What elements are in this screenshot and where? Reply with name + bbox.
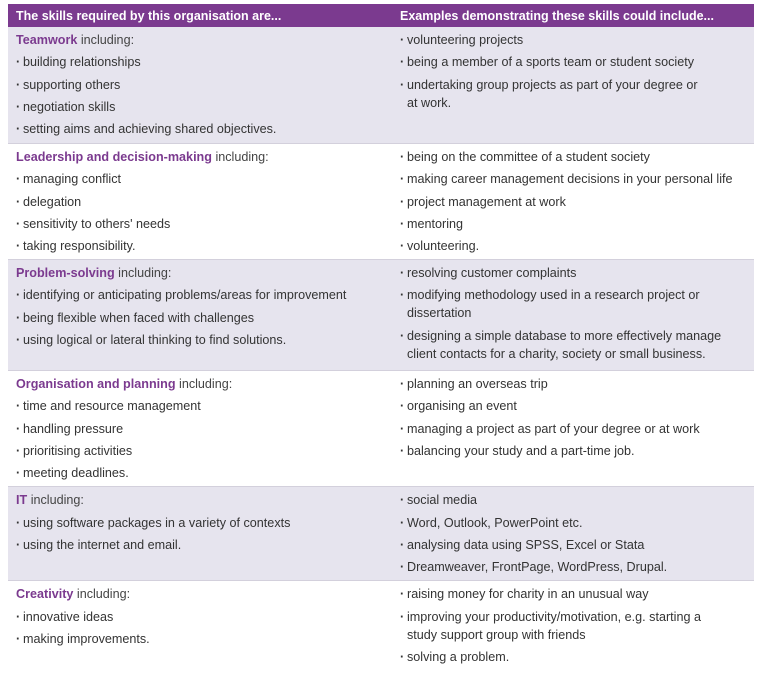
example-item: · volunteering. — [400, 237, 754, 255]
header-examples: Examples demonstrating these skills could include... — [390, 4, 754, 27]
examples-cell — [390, 27, 754, 144]
example-item: · analysing data using SPSS, Excel or Stata — [400, 536, 754, 554]
example-item: · balancing your study and a part-time job. — [400, 442, 754, 460]
example-item: · raising money for charity in an unusual way — [400, 585, 754, 603]
skill-item: · delegation — [16, 193, 390, 211]
example-item-continuation: dissertation — [407, 306, 472, 321]
example-item: · being on the committee of a student society — [400, 148, 754, 166]
example-item-continuation: at work. — [407, 95, 452, 110]
examples-cell — [390, 371, 754, 487]
example-item: · making career management decisions in your personal life — [400, 170, 754, 188]
skills-cell — [8, 487, 390, 581]
examples-cell — [390, 260, 754, 371]
table-row-creativity — [8, 581, 754, 676]
skill-name: Creativity — [16, 587, 74, 602]
skill-item: · using software packages in a variety of contexts — [16, 514, 390, 532]
skill-suffix: including: — [175, 377, 233, 392]
example-item: · modifying methodology used in a research project or — [400, 286, 754, 304]
skill-item: · innovative ideas — [16, 608, 390, 626]
skill-item: · taking responsibility. — [16, 237, 390, 255]
examples-cell — [390, 487, 754, 581]
skills-cell — [8, 260, 390, 371]
skill-name: Problem-solving — [16, 266, 115, 281]
skill-name: IT — [16, 493, 28, 508]
skill-item: · being flexible when faced with challenges — [16, 309, 390, 327]
examples-cell — [390, 581, 754, 676]
skill-item: · handling pressure — [16, 420, 390, 438]
skill-item: · setting aims and achieving shared objectives. — [16, 120, 390, 138]
example-item: · designing a simple database to more effectively manage — [400, 327, 754, 345]
example-item: · project management at work — [400, 193, 754, 211]
table-header-row — [8, 4, 754, 27]
example-item-continuation: client contacts for a charity, society or small business. — [407, 346, 706, 361]
skills-cell — [8, 371, 390, 487]
skill-heading — [16, 585, 390, 603]
skill-suffix: including: — [27, 493, 84, 508]
example-item: · undertaking group projects as part of your degree or — [400, 76, 754, 94]
skill-item: · meeting deadlines. — [16, 464, 390, 482]
skill-heading — [16, 264, 390, 282]
example-item: · being a member of a sports team or student society — [400, 53, 754, 71]
example-item: · social media — [400, 491, 754, 509]
example-item: · Dreamweaver, FrontPage, WordPress, Drupal. — [400, 558, 754, 576]
skill-item: · time and resource management — [16, 397, 390, 415]
skills-table — [8, 4, 754, 676]
skill-item: · using the internet and email. — [16, 536, 390, 554]
skill-heading — [16, 375, 390, 393]
table-row-it — [8, 487, 754, 581]
skill-item: · prioritising activities — [16, 442, 390, 460]
skill-name: Leadership and decision-making — [16, 150, 212, 164]
skills-cell — [8, 581, 390, 676]
skill-item: · managing conflict — [16, 170, 390, 188]
example-item: · mentoring — [400, 215, 754, 233]
example-item: · solving a problem. — [400, 648, 754, 666]
example-item: · improving your productivity/motivation, e.g. starting a — [400, 608, 754, 626]
skill-item: · using logical or lateral thinking to find solutions. — [16, 331, 390, 349]
skill-heading — [16, 148, 390, 166]
skill-item: · identifying or anticipating problems/areas for improvement — [16, 286, 390, 304]
skill-heading — [16, 31, 390, 49]
skill-heading — [16, 491, 390, 509]
example-item: · Word, Outlook, PowerPoint etc. — [400, 514, 754, 532]
skills-cell — [8, 144, 390, 260]
skill-suffix: including: — [77, 33, 135, 47]
table-row-leadership — [8, 144, 754, 260]
skill-name: Organisation and planning — [16, 377, 176, 392]
table-row-teamwork — [8, 27, 754, 144]
skill-item: · building relationships — [16, 53, 390, 71]
table-row-organisation — [8, 371, 754, 487]
example-item: · volunteering projects — [400, 31, 754, 49]
example-item: · planning an overseas trip — [400, 375, 754, 393]
table-row-problem-solving — [8, 260, 754, 371]
skill-item: · negotiation skills — [16, 98, 390, 116]
examples-cell — [390, 144, 754, 260]
skill-item: · supporting others — [16, 76, 390, 94]
skill-suffix: including: — [73, 587, 131, 602]
skill-item: · sensitivity to others' needs — [16, 215, 390, 233]
example-item: · resolving customer complaints — [400, 264, 754, 282]
example-item: · organising an event — [400, 397, 754, 415]
header-skills: The skills required by this organisation are... — [8, 4, 390, 27]
example-item-continuation: study support group with friends — [407, 627, 586, 642]
skill-item: · making improvements. — [16, 630, 390, 648]
example-item: · managing a project as part of your degree or at work — [400, 420, 754, 438]
skills-cell — [8, 27, 390, 144]
skill-suffix: including: — [211, 150, 269, 164]
skill-name: Teamwork — [16, 33, 78, 47]
skill-suffix: including: — [114, 266, 172, 281]
